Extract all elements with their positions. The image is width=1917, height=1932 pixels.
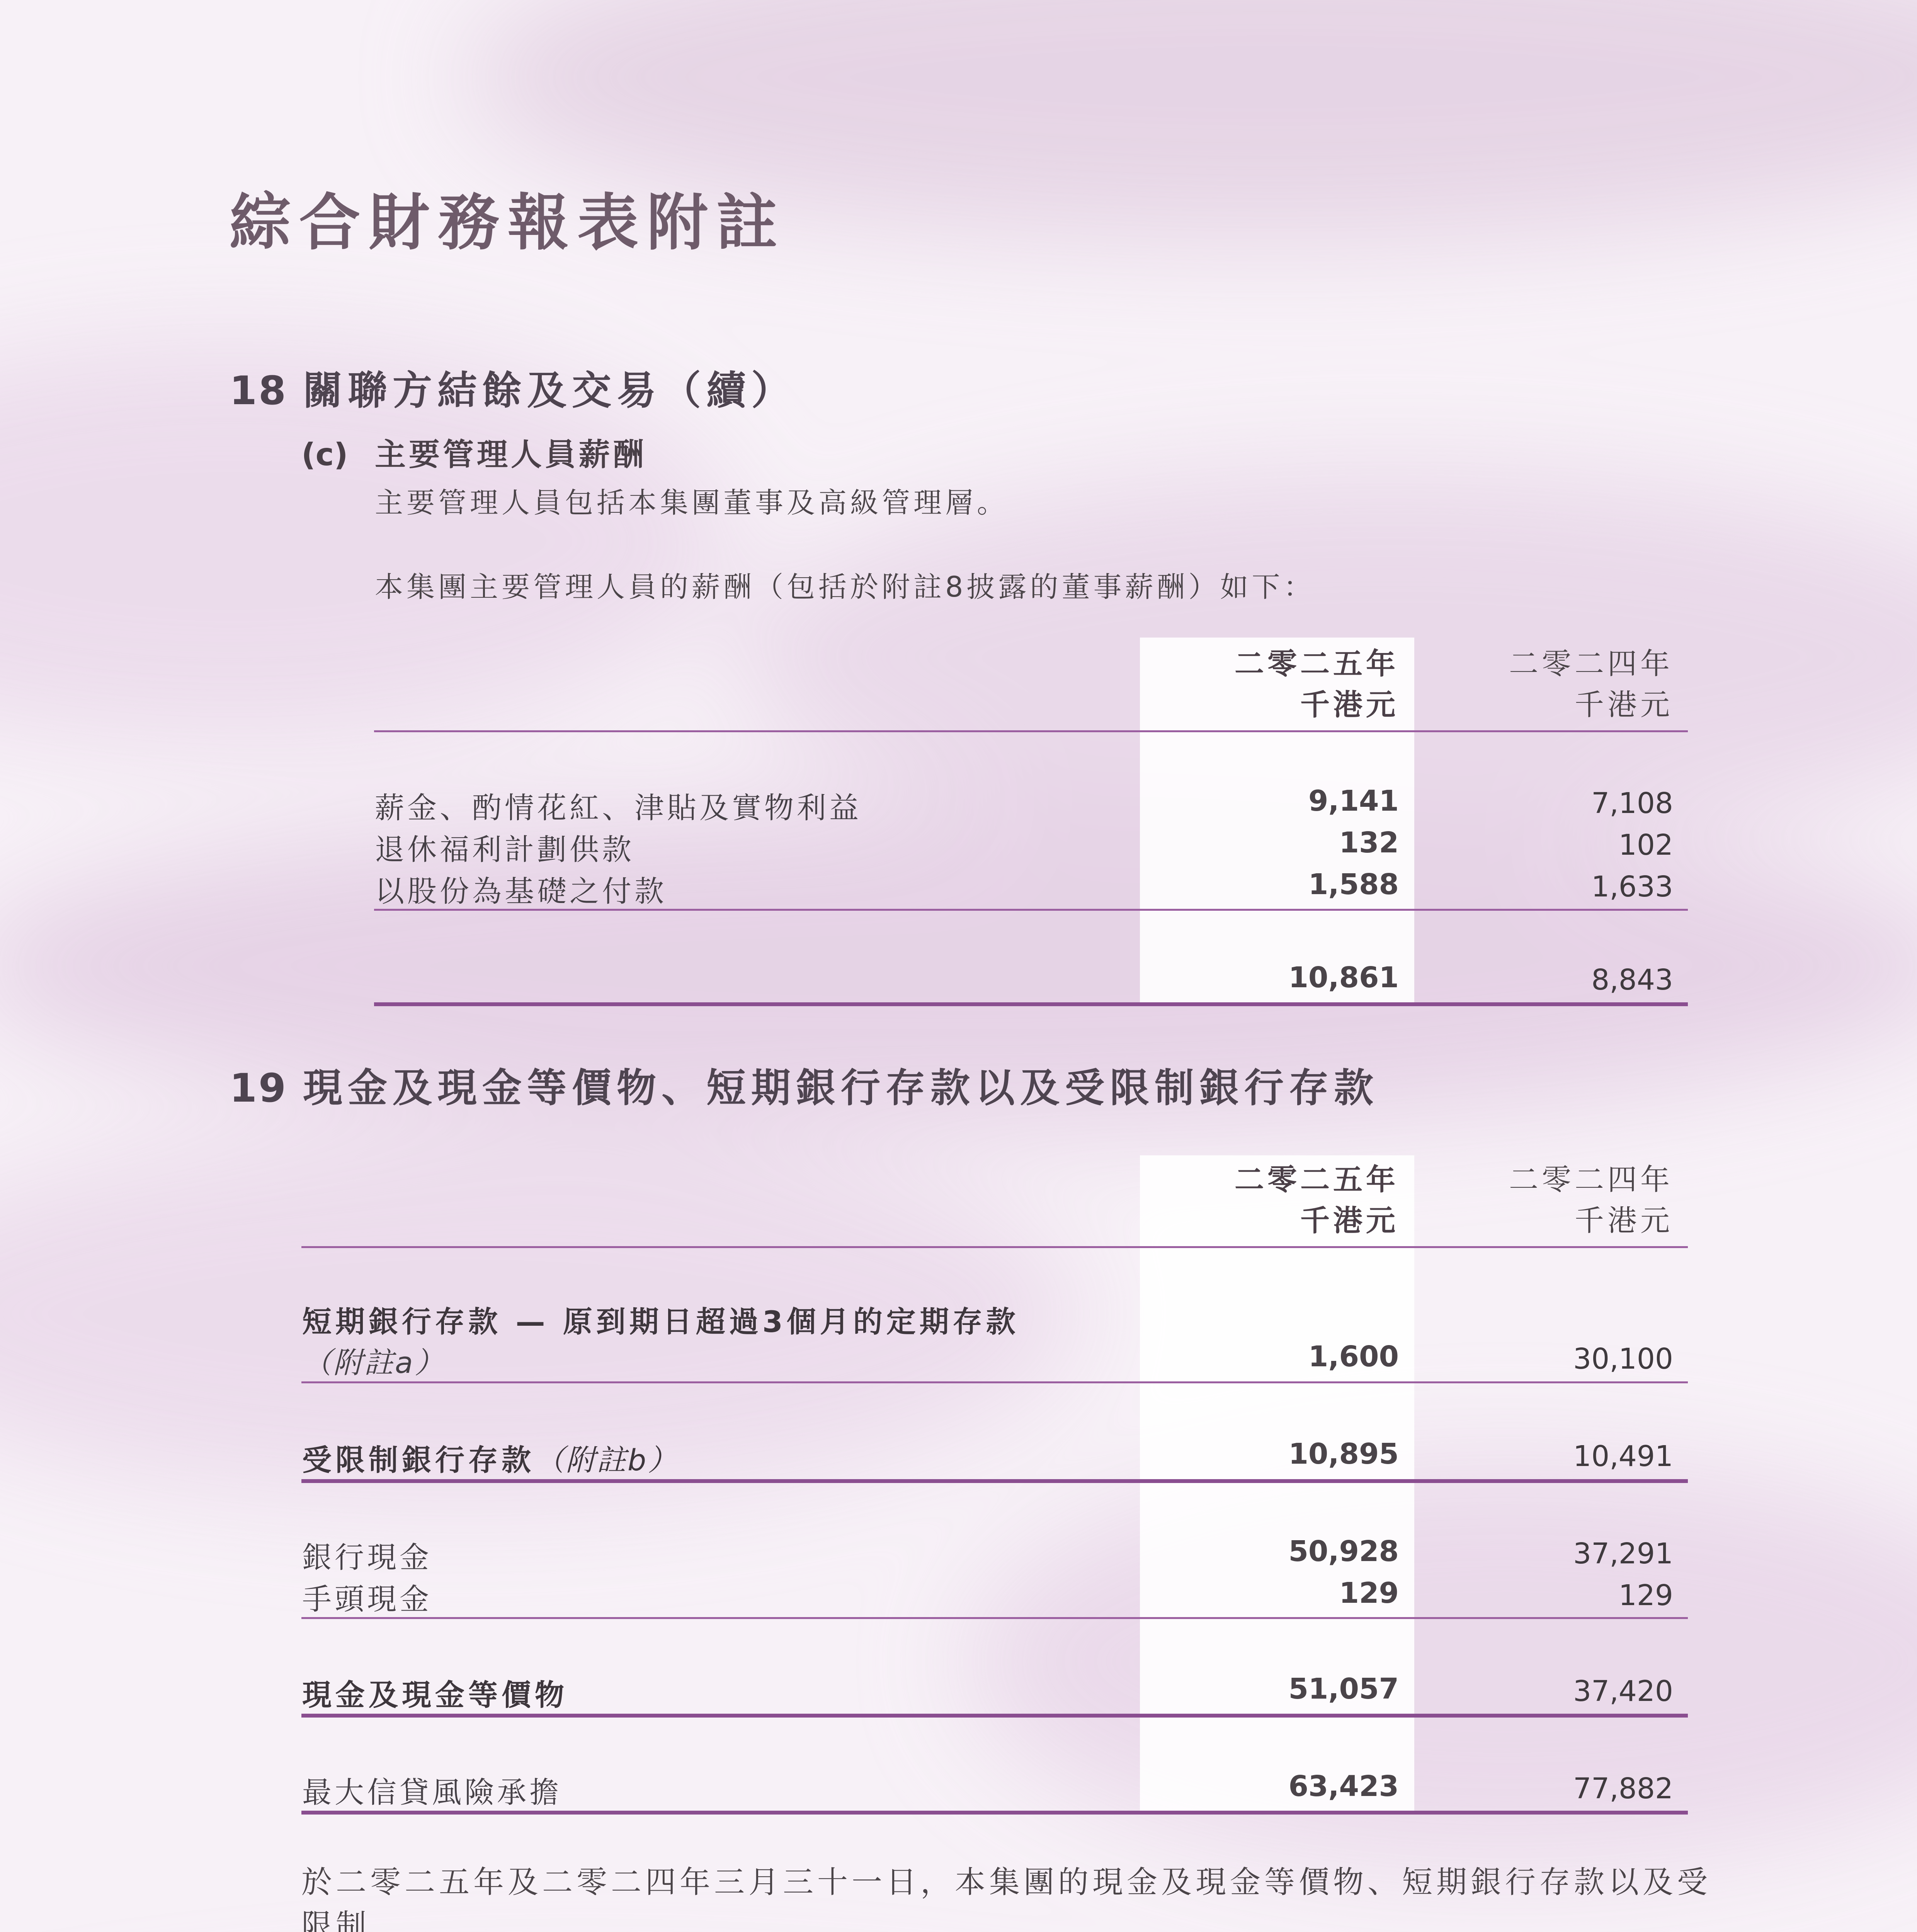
restricted-label-text: 受限制銀行存款 [302, 1443, 535, 1477]
year-label: 二零二四年 [1414, 643, 1673, 684]
section-title: 現金及現金等價物、短期銀行存款以及受限制銀行存款 [303, 1065, 1379, 1111]
year-label: 二零二五年 [1140, 643, 1399, 684]
paragraph: 本集團主要管理人員的薪酬（包括於附註8披露的董事薪酬）如下： [375, 564, 1315, 605]
unit-label: 千港元 [1414, 684, 1673, 725]
table-cell-prior: 1,633 [1414, 870, 1673, 903]
short-term-prior: 30,100 [1414, 1342, 1673, 1376]
table-row-label: 薪金、酌情花紅、津貼及實物利益 [375, 784, 862, 827]
restricted-prior: 10,491 [1414, 1440, 1673, 1473]
max-credit-risk-label: 最大信貸風險承擔 [302, 1769, 562, 1811]
table-cell-current: 1,588 [1140, 868, 1399, 901]
cash-equivalents-current: 51,057 [1140, 1672, 1399, 1706]
total-current: 10,861 [1140, 961, 1399, 994]
page-title: 綜合財務報表附註 [230, 174, 786, 262]
short-term-current: 1,600 [1140, 1340, 1399, 1373]
table-cell-prior: 7,108 [1414, 787, 1673, 820]
unit-label: 千港元 [1140, 1200, 1399, 1241]
cash-at-bank-prior: 37,291 [1414, 1537, 1673, 1570]
year-label: 二零二四年 [1414, 1159, 1673, 1200]
section-number: 18 [230, 368, 303, 414]
max-credit-risk-current: 63,423 [1140, 1770, 1399, 1803]
cash-on-hand-current: 129 [1140, 1577, 1399, 1610]
cash-at-bank-label: 銀行現金 [302, 1534, 432, 1576]
unit-label: 千港元 [1414, 1200, 1673, 1241]
subsection-title: 主要管理人員薪酬 [375, 437, 647, 473]
cash-on-hand-prior: 129 [1414, 1579, 1673, 1612]
year-label: 二零二五年 [1140, 1159, 1399, 1200]
total-prior: 8,843 [1414, 963, 1673, 997]
cash-at-bank-current: 50,928 [1140, 1535, 1399, 1568]
short-term-deposit-label: 短期銀行存款 — 原到期日超過3個月的定期存款 [302, 1298, 1019, 1340]
table-row-label: 退休福利計劃供款 [375, 826, 634, 868]
cash-on-hand-label: 手頭現金 [302, 1576, 432, 1618]
table-cell-current: 132 [1140, 826, 1399, 859]
table-cell-prior: 102 [1414, 828, 1673, 862]
max-credit-risk-prior: 77,882 [1414, 1772, 1673, 1805]
paragraph-line: 於二零二五年及二零二四年三月三十一日，本集團的現金及現金等價物、短期銀行存款以及受限制 [301, 1861, 1739, 1932]
cash-equivalents-label: 現金及現金等價物 [302, 1672, 568, 1714]
paragraph: 主要管理人員包括本集團董事及高級管理層。 [375, 480, 1009, 520]
restricted-current: 10,895 [1140, 1437, 1399, 1471]
note-ref-b: （附註b） [535, 1443, 679, 1477]
table-cell-current: 9,141 [1140, 784, 1399, 818]
subsection-label: (c) [301, 437, 375, 473]
section-number: 19 [230, 1065, 303, 1111]
cash-equivalents-prior: 37,420 [1414, 1675, 1673, 1708]
section-title: 關聯方結餘及交易（續） [303, 368, 796, 414]
note-ref-a: （附註a） [302, 1345, 446, 1380]
unit-label: 千港元 [1140, 684, 1399, 725]
table-row-label: 以股份為基礎之付款 [375, 868, 667, 910]
